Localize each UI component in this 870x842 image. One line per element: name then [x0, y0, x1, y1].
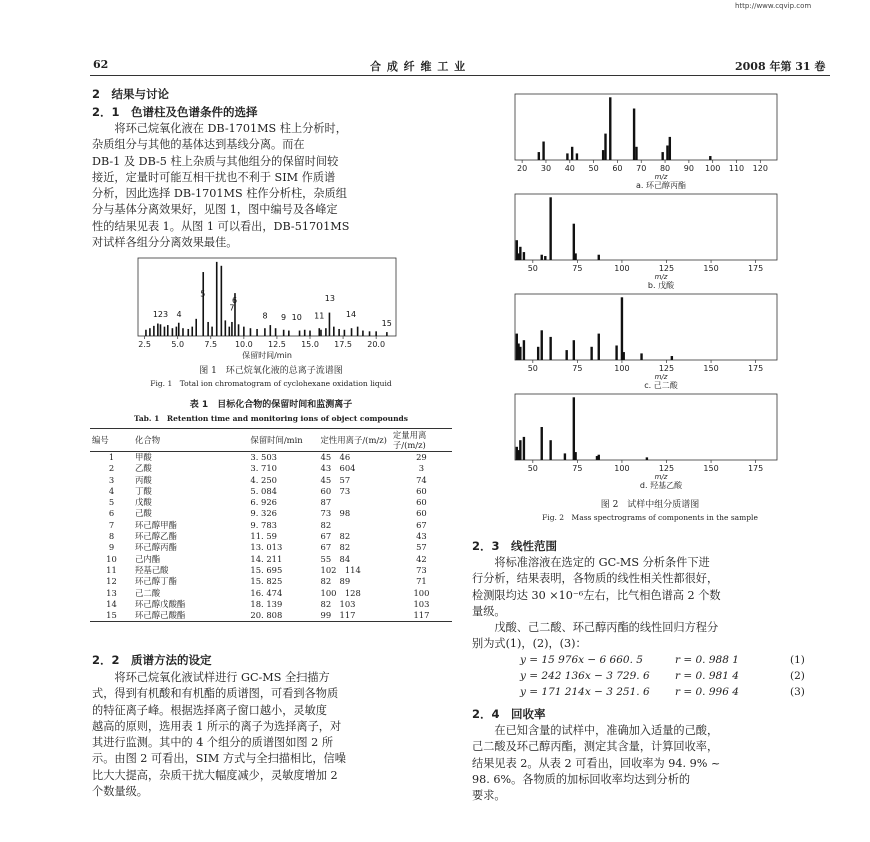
- table-cell: 丁酸: [134, 485, 152, 496]
- table-header: 定量用离子/(m/z): [391, 429, 452, 452]
- table-row: [90, 542, 452, 553]
- table-row: [90, 497, 452, 508]
- fig2-bar: [615, 345, 617, 360]
- table-header: 定性用离子/(m/z): [318, 429, 390, 452]
- text-line: 将标准溶液在选定的 GC-MS 分析条件下进: [494, 556, 710, 569]
- table-cell: 环己醇戊酸酯: [134, 598, 186, 609]
- table-cell: 甲酸: [134, 452, 152, 462]
- table-cell: 12: [106, 576, 117, 587]
- fig1-peak-label: 15: [381, 319, 392, 329]
- fig2-x-tick-label: 50: [527, 364, 538, 373]
- table-cell: 67 82: [320, 542, 351, 553]
- equation-r: r = 0. 981 4: [675, 670, 739, 682]
- fig2-plot-frame: [515, 194, 777, 260]
- table-cell: 102 114: [320, 564, 361, 575]
- fig2-bar: [519, 440, 521, 460]
- fig2-x-tick-label: 50: [588, 164, 599, 173]
- fig2-plot-frame: [515, 294, 777, 360]
- text-line: 对试样各组分分离效果最佳。: [92, 236, 238, 250]
- fig2-bar: [604, 134, 606, 160]
- fig2-x-tick-label: 90: [683, 164, 694, 173]
- table-cell: 74: [416, 474, 427, 485]
- equation-number: (2): [790, 670, 805, 682]
- watermark-url: http://www.cqvip.com: [735, 2, 812, 10]
- fig2-bar: [549, 440, 551, 460]
- fig2-x-tick-label: 75: [572, 464, 583, 473]
- fig2-bar: [671, 356, 673, 360]
- fig1-x-tick-label: 15.0: [301, 340, 319, 349]
- fig2-plot-frame: [515, 394, 777, 460]
- equation-row: [520, 654, 820, 670]
- table-row: [90, 576, 452, 587]
- fig2-x-axis-label: m/z: [654, 373, 668, 381]
- fig2-bar: [661, 152, 663, 160]
- table-cell: 环己醇甲酯: [134, 519, 177, 530]
- table1: [90, 428, 452, 622]
- table-cell: 9. 326: [250, 508, 277, 519]
- text-line: 分与基体分离效果好，见图 1，图中编号及各峰定: [92, 203, 338, 217]
- equation-row: [520, 670, 820, 686]
- fig2-bar: [571, 147, 573, 160]
- text-line: 检测限均达 30 ×10⁻⁶左右，比气相色谱高 2 个数: [472, 588, 721, 602]
- table-cell: 73: [416, 564, 427, 575]
- fig2-x-tick-label: 175: [747, 264, 764, 273]
- fig1-peak-label: 9: [280, 312, 287, 322]
- fig2-mass-spectra: [505, 90, 805, 490]
- table-cell: 3. 503: [250, 452, 277, 462]
- text-line: 要求。: [472, 789, 506, 803]
- table-cell: 20. 808: [248, 610, 318, 622]
- table-row: [90, 463, 452, 474]
- fig1-peak-label: 6: [232, 295, 238, 305]
- table-row: [90, 452, 452, 464]
- fig2-plot-frame: [515, 94, 777, 160]
- text-line: 其进行监测。其中的 4 个组分的质谱图如图 2 所: [92, 736, 334, 750]
- fig2-bar: [623, 352, 625, 360]
- fig2-bar: [537, 347, 539, 360]
- fig2-x-axis-label: m/z: [654, 273, 668, 281]
- fig2-bar: [564, 453, 566, 460]
- table-cell: 67 82: [320, 531, 351, 542]
- text-line: 越高的原则，选用表 1 所示的离子为选择离子，对: [92, 719, 342, 733]
- fig2-x-tick-label: 50: [527, 264, 538, 273]
- fig1-x-tick-label: 5.0: [171, 340, 185, 349]
- table-cell: 13. 013: [250, 542, 283, 553]
- fig1-caption-cn: 图 1 环己烷氧化液的总离子流谱图: [199, 366, 343, 376]
- table-row: [90, 475, 452, 486]
- table-cell: 45 46: [320, 452, 351, 462]
- table-row: [90, 565, 452, 576]
- text-line: 性的结果见表 1。从图 1 可以看出，DB-51701MS: [92, 219, 350, 233]
- fig2-x-tick-label: 50: [527, 464, 538, 473]
- fig2-bar: [709, 156, 711, 160]
- fig2-bar: [541, 427, 543, 460]
- fig2-x-tick-label: 70: [636, 164, 647, 173]
- text-line: 量级。: [472, 604, 506, 618]
- fig2-x-tick-label: 110: [728, 164, 745, 173]
- fig1-plot-frame: [138, 258, 396, 336]
- fig2-x-tick-label: 75: [572, 264, 583, 273]
- fig2-x-tick-label: 150: [703, 264, 719, 273]
- table-cell: 29: [416, 452, 427, 462]
- fig2-bar: [640, 353, 642, 360]
- fig1-x-tick-label: 20.0: [367, 340, 386, 349]
- table-cell: 10: [106, 553, 117, 564]
- equation-number: (3): [790, 686, 805, 698]
- equations: [520, 654, 820, 702]
- fig2-bar: [598, 255, 600, 260]
- table-cell: 42: [416, 553, 427, 564]
- fig2-spectrum-c: [505, 290, 805, 390]
- fig2-bar: [598, 455, 600, 460]
- table-cell: 2: [108, 463, 115, 474]
- table-row: [90, 554, 452, 565]
- table-cell: 71: [416, 576, 427, 587]
- table-cell: 15: [90, 610, 133, 622]
- table-cell: 100 128: [320, 587, 361, 598]
- fig1-caption-en: Fig. 1 Total ion chromatogram of cyclohexane oxidation liquid: [150, 379, 392, 388]
- fig2-x-tick-label: 175: [747, 364, 764, 373]
- fig2-x-tick-label: 40: [564, 164, 575, 173]
- fig2-bar: [566, 153, 568, 160]
- fig2-bar: [549, 197, 551, 260]
- fig2-bar: [573, 340, 575, 360]
- fig2-spectrum-a: [505, 90, 805, 190]
- fig2-x-tick-label: 30: [540, 164, 552, 173]
- table-cell: 3: [108, 474, 115, 485]
- fig2-subtitle: a. 环己醇丙酯: [636, 181, 686, 190]
- fig2-bar: [523, 252, 525, 260]
- text-line: 戊酸、己二酸、环己醇丙酯的线性回归方程分: [494, 621, 719, 635]
- table-cell: 14: [106, 598, 117, 609]
- table-cell: 4. 250: [250, 474, 277, 485]
- table-cell: 6. 926: [250, 497, 277, 508]
- fig1-peak-label: 11: [314, 311, 325, 321]
- table-cell: 57: [416, 542, 427, 553]
- fig2-bar: [666, 145, 668, 160]
- table-cell: 60: [416, 508, 427, 519]
- fig2-bar: [598, 334, 600, 360]
- fig2-bar: [573, 397, 575, 460]
- table-cell: 8: [108, 531, 115, 542]
- text-line: 98. 6%。各物质的加标回收率均达到分析的: [472, 772, 691, 786]
- fig2-x-tick-label: 175: [747, 464, 764, 473]
- text-line: 行分析，结果表明，各物质的线性相关性都很好，: [472, 572, 719, 586]
- table-cell: 3: [418, 463, 425, 474]
- table-row: [90, 508, 452, 519]
- fig2-bar: [590, 347, 592, 360]
- fig2-bar: [549, 337, 551, 360]
- table-cell: 9. 783: [250, 519, 277, 530]
- table-cell: 73 98: [320, 508, 351, 519]
- fig1-peak-label: 4: [176, 309, 182, 319]
- fig2-subtitle: c. 己二酸: [644, 381, 678, 390]
- table-cell: 戊酸: [134, 497, 152, 508]
- table1-title-en: Tab. 1 Retention time and monitoring ions of object compounds: [133, 414, 409, 423]
- table-cell: 5. 084: [250, 485, 277, 496]
- section-2-4-body: [472, 723, 828, 804]
- equation-text: y = 15 976x − 6 660. 5: [520, 654, 643, 666]
- fig2-x-tick-label: 125: [658, 464, 675, 473]
- fig2-x-axis-label: m/z: [654, 473, 668, 481]
- table-cell: 60: [416, 497, 427, 508]
- table-cell: 乙酸: [134, 463, 152, 474]
- section-2-3-body: [472, 555, 828, 653]
- journal-name: 合 成 纤 维 工 业: [370, 60, 467, 73]
- fig2-bar: [541, 255, 543, 260]
- table-cell: 环己醇乙酯: [134, 531, 177, 542]
- table-cell: 11: [106, 564, 117, 575]
- table-cell: 15. 825: [250, 576, 283, 587]
- table-cell: 60 73: [320, 485, 351, 496]
- table-header: 保留时间/min: [248, 429, 318, 452]
- fig2-bar: [646, 457, 648, 460]
- fig2-bar: [519, 247, 521, 260]
- section-2-2-title: 2．2 质谱方法的设定: [92, 653, 212, 667]
- fig2-bar: [621, 297, 623, 360]
- equation-text: y = 171 214x − 3 251. 6: [520, 686, 650, 698]
- table-cell: 4: [108, 485, 115, 496]
- table-row: [90, 588, 452, 599]
- table-cell: 100: [413, 587, 430, 598]
- fig2-bar: [538, 152, 540, 160]
- fig2-x-tick-label: 150: [703, 464, 719, 473]
- fig2-bar: [576, 153, 578, 160]
- table-cell: 9: [108, 542, 115, 553]
- text-line: 示。由图 2 可看出，SIM 方式与全扫描相比，信噪: [92, 752, 346, 766]
- fig2-bar: [574, 452, 576, 460]
- fig1-peak-label: 10: [291, 312, 302, 322]
- text-line: 结果见表 2。从表 2 可看出，回收率为 94. 9% ~: [472, 756, 721, 770]
- fig1-peak-label: 13: [324, 294, 335, 304]
- text-line: 将环己烷氧化液试样进行 GC-MS 全扫描方: [114, 671, 330, 684]
- section-2-3-title: 2．3 线性范围: [472, 539, 558, 553]
- table-cell: 55 84: [320, 553, 351, 564]
- table-cell: 87: [320, 497, 332, 508]
- table-row: [90, 531, 452, 542]
- text-line: 的特征离子峰。根据选择离子窗口越小，灵敏度: [92, 703, 327, 717]
- fig2-bar: [519, 347, 521, 360]
- table-cell: 11. 59: [250, 531, 277, 542]
- fig1-x-axis-label: 保留时间/min: [242, 351, 292, 360]
- table-cell: 6: [108, 508, 115, 519]
- table-cell: 13: [106, 587, 117, 598]
- table-cell: 16. 474: [250, 587, 283, 598]
- table-cell: 环己醇丁酯: [134, 576, 177, 587]
- table-header: 编号: [90, 429, 133, 452]
- table-cell: 环己醇己酸酯: [133, 610, 248, 622]
- fig1-x-tick-label: 10.0: [234, 340, 253, 349]
- section-2-title: 2 结果与讨论: [92, 87, 170, 101]
- text-line: 己二酸及环己醇丙酯，测定其含量，计算回收率，: [472, 740, 719, 754]
- table-cell: 己二酸: [134, 587, 161, 598]
- fig1-peak-label: 5: [200, 289, 206, 299]
- table-cell: 1: [108, 452, 115, 462]
- section-2-4-title: 2．4 回收率: [472, 707, 546, 721]
- volume-info: 2008 年第 31 卷: [735, 60, 826, 73]
- text-line: DB-1 及 DB-5 柱上杂质与其他组分的保留时间较: [92, 154, 339, 168]
- table-cell: 环己醇丙酯: [134, 542, 177, 553]
- section-2-2-body: [92, 670, 450, 800]
- fig2-bar: [635, 147, 637, 160]
- fig2-caption-en: Fig. 2 Mass spectrograms of components in the sample: [542, 513, 758, 522]
- table-row: [90, 486, 452, 497]
- fig2-bar: [544, 256, 546, 260]
- text-line: 分析，因此选择 DB-1701MS 柱作分析柱，杂质组: [92, 187, 347, 201]
- table-cell: 45 57: [320, 474, 351, 485]
- fig2-x-tick-label: 80: [659, 164, 671, 173]
- fig2-bar: [669, 137, 671, 160]
- fig2-spectrum-d: [505, 390, 805, 490]
- fig2-subtitle: d. 羟基乙酸: [639, 481, 683, 490]
- fig2-bar: [542, 142, 544, 160]
- equation-row: [520, 686, 820, 702]
- table-cell: 己酸: [134, 508, 152, 519]
- table-row: [90, 520, 452, 531]
- fig2-bar: [609, 97, 611, 160]
- text-line: 接近，定量时可能互相干扰也不利于 SIM 作质谱: [92, 170, 336, 184]
- table-cell: 15. 695: [250, 564, 283, 575]
- fig2-bar: [602, 150, 604, 160]
- fig1-peak-label: 14: [345, 309, 357, 319]
- fig2-x-tick-label: 125: [658, 364, 675, 373]
- table-cell: 82: [320, 519, 332, 530]
- equation-r: r = 0. 996 4: [675, 686, 739, 698]
- fig1-x-tick-label: 17.5: [334, 340, 352, 349]
- fig2-caption-cn: 图 2 试样中组分质谱图: [600, 500, 700, 510]
- text-line: 别为式(1)，(2)，(3)：: [472, 637, 587, 651]
- table-header: 化合物: [133, 429, 248, 452]
- header-rule: [90, 75, 830, 76]
- fig2-x-tick-label: 20: [517, 164, 528, 173]
- table1-title-cn: 表 1 目标化合物的保留时间和监测离子: [189, 400, 353, 410]
- table-cell: 7: [108, 519, 115, 530]
- fig2-x-tick-label: 100: [705, 164, 721, 173]
- fig2-x-tick-label: 100: [614, 464, 630, 473]
- table-row: [90, 599, 452, 610]
- fig2-bar: [574, 253, 576, 260]
- fig2-bar: [523, 340, 525, 360]
- table-cell: 103: [413, 598, 430, 609]
- table-cell: 99 117: [318, 610, 390, 622]
- text-line: 比大大提高，杂质干扰大幅度减少，灵敏度增加 2: [92, 768, 338, 782]
- table-header-row: [90, 429, 452, 452]
- text-line: 将环己烷氧化液在 DB-1701MS 柱上分析时，: [114, 122, 347, 135]
- fig2-bar: [633, 109, 635, 160]
- table-cell: 67: [416, 519, 427, 530]
- fig2-x-tick-label: 60: [612, 164, 623, 173]
- page-number: 62: [93, 58, 109, 71]
- table-cell: 丙酸: [134, 474, 152, 485]
- fig2-x-tick-label: 125: [658, 264, 675, 273]
- section-2-1-title: 2．1 色谱柱及色谱条件的选择: [92, 105, 258, 119]
- fig2-subtitle: b. 戊酸: [647, 281, 675, 290]
- fig1-x-tick-label: 12.5: [268, 340, 286, 349]
- fig1-chromatogram: [132, 254, 402, 360]
- fig2-x-tick-label: 100: [614, 364, 630, 373]
- table-cell: 117: [391, 610, 452, 622]
- text-line: 式，得到有机酸和有机酯的质谱图，可看到各物质: [92, 687, 339, 701]
- fig2-x-tick-label: 100: [614, 264, 630, 273]
- text-line: 在已知含量的试样中，准确加入适量的己酸，: [494, 724, 719, 737]
- table-cell: 82 89: [320, 576, 351, 587]
- fig1-x-tick-label: 7.5: [204, 340, 218, 349]
- fig1-peak-label: 7: [229, 303, 235, 313]
- section-2-1-body: [92, 121, 450, 251]
- equation-r: r = 0. 988 1: [675, 654, 739, 666]
- table-cell: 60: [416, 485, 427, 496]
- table-cell: 82 103: [320, 598, 356, 609]
- fig2-x-tick-label: 75: [572, 364, 583, 373]
- fig2-x-axis-label: m/z: [654, 173, 668, 181]
- fig2-bar: [541, 330, 543, 360]
- table-cell: 14. 211: [250, 553, 283, 564]
- fig2-spectrum-b: [505, 190, 805, 290]
- equation-number: (1): [790, 654, 805, 666]
- fig2-x-tick-label: 120: [752, 164, 768, 173]
- text-line: 杂质组分与其他的基体达到基线分离。而在: [92, 138, 305, 152]
- table-cell: 羟基己酸: [134, 564, 169, 575]
- table-cell: 己内酯: [134, 553, 161, 564]
- table-row: [90, 610, 452, 622]
- fig1-peak-label: 8: [262, 311, 268, 321]
- table-cell: 5: [108, 497, 115, 508]
- table-cell: 43 604: [320, 463, 356, 474]
- table-cell: 3. 710: [250, 463, 277, 474]
- fig2-bar: [523, 437, 525, 460]
- table-cell: 18. 139: [250, 598, 283, 609]
- equation-text: y = 242 136x − 3 729. 6: [520, 670, 650, 682]
- fig1-peak-label: 123: [152, 309, 169, 319]
- text-line: 个数量级。: [92, 785, 148, 799]
- fig1-x-tick-label: 2.5: [138, 340, 151, 349]
- table-cell: 43: [416, 531, 427, 542]
- fig2-bar: [565, 350, 567, 360]
- fig2-x-tick-label: 150: [703, 364, 719, 373]
